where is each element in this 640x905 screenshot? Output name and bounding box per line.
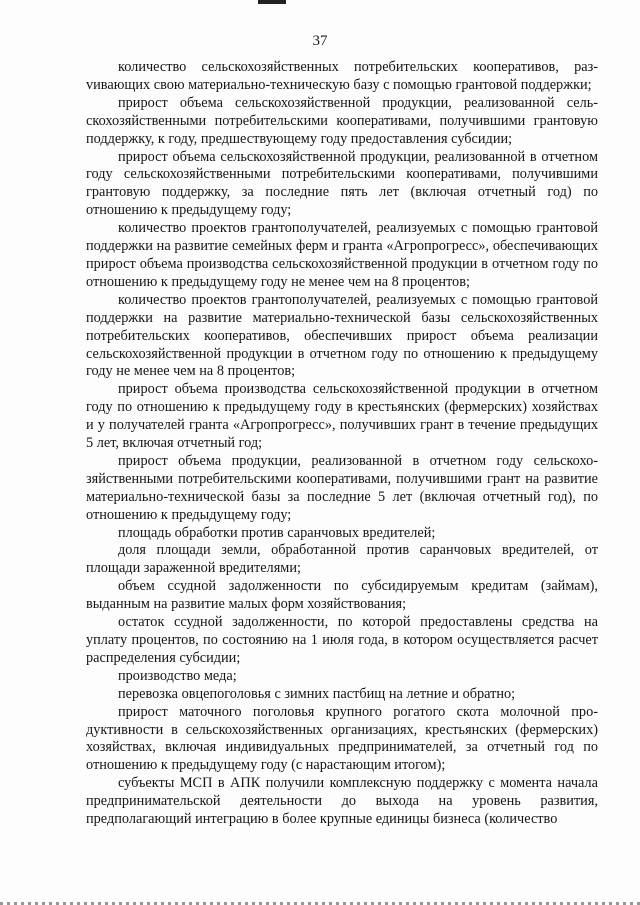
paragraph: площадь обработки против саранчовых вредителей; (118, 524, 436, 541)
paragraph: количество проектов грантополучателей, реализуемых с помощью грантовой поддержки на развитие материально-технической базы сельскохозяйственных потребительских кооперативов, обеспечивших прирост объема реализации сельскохозяйственной продукции в отчетном году по отношению к предыдущему году не менее чем на 8 процентов; (86, 291, 598, 380)
document-body (86, 59, 598, 829)
paragraph: производство меда; (118, 667, 237, 684)
paragraph: прирост маточного поголовья крупного рогатого скота молочной продуктивности в сельскохозяйственных организациях, крестьянских (фермерских) хозяйствах, включая индивидуальных предпринимателей, за отчетный год по отношению к предыдущему году (с нарастающим итогом); (86, 703, 598, 774)
paragraph: объем ссудной задолженности по субсидируемым кредитам (займам), выданным на развитие малых форм хозяйствования; (86, 578, 598, 613)
paragraph: перевозка овцепоголовья с зимних пастбищ на летние и обратно; (118, 685, 516, 702)
paragraph: прирост объема сельскохозяйственной продукции, реализованной сельскохозяйственными потребительскими кооперативами, получившими грантовую поддержку, к году, предшествующему году предоставления субсидии; (86, 94, 598, 147)
paragraph: количество проектов грантополучателей, реализуемых с помощью грантовой поддержки на развитие семейных ферм и гранта «Агропрогресс», обеспечивающих прирост объема производства сельскохозяйственной продукции в отчетном году по отношению к предыдущему году не менее чем на 8 процентов; (86, 220, 598, 290)
paragraph: прирост объема продукции, реализованной в отчетном году сельскохозяйственными потребительскими кооперативами, получившими грант на развитие материально-технической базы за последние 5 лет (включая отчетный год), по отношению к предыдущему году; (86, 452, 598, 523)
paragraph: прирост объема производства сельскохозяйственной продукции в отчетном году по отношению к предыдущему году в крестьянских (фермерских) хозяйствах и у получателей гранта «Агропрогресс», получивших грант в течение предыдущих 5 лет, включая отчетный год; (86, 381, 598, 452)
paragraph: количество сельскохозяйственных потребительских кооперативов, разvивающих свою материально-техническую базу с помощью грантовой поддержки; (86, 59, 598, 93)
scan-artifact (258, 0, 286, 4)
paragraph: доля площади земли, обработанной против саранчовых вредителей, от площади зараженной вредителями; (86, 542, 598, 577)
paragraph: прирост объема сельскохозяйственной продукции, реализованной в отчетном году сельскохозяйственными потребительскими кооперативами, получившими грантовую поддержку, за последние пять лет (включая отчетный год) по отношению к предыдущему году; (86, 148, 598, 219)
paragraph: субъекты МСП в АПК получили комплексную поддержку с момента начала предпринимательской деятельности до выхода на уровень развития, предполагающий интеграцию в более крупные единицы бизнеса (количество (86, 775, 598, 828)
page-number: 37 (312, 33, 328, 49)
paragraph: остаток ссудной задолженности, по которой предоставлены средства на уплату процентов, по состоянию на 1 июля года, в котором осуществляется расчет распределения субсидии; (86, 614, 598, 666)
